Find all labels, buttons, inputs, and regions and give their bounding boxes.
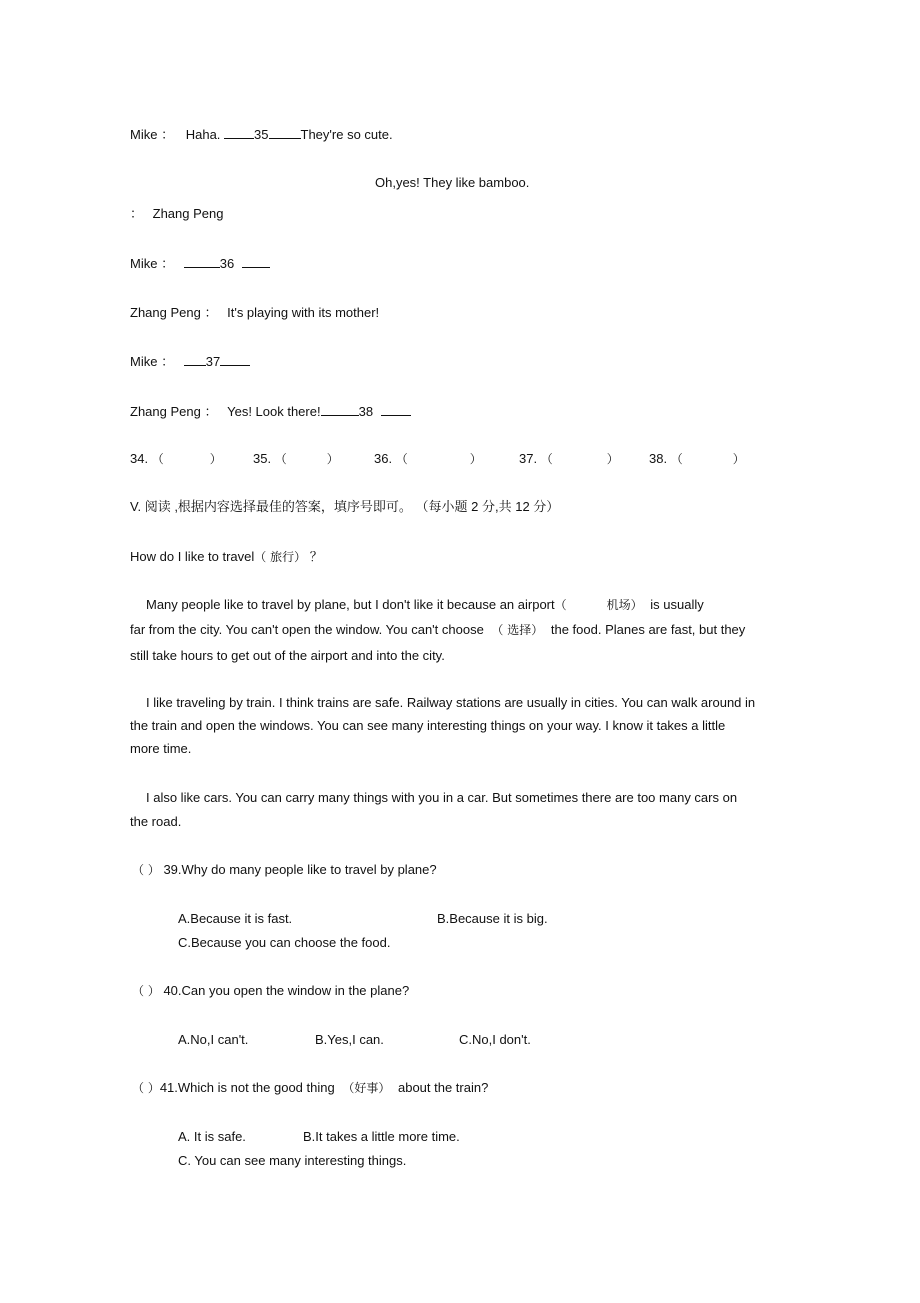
open-paren: （ (151, 452, 164, 466)
open-paren: （ (540, 452, 553, 466)
question-text: 40.Can you open the window in the plane? (163, 983, 410, 998)
option-39-a: A.Because it is fast. (178, 911, 293, 926)
answer-slot-36[interactable] (374, 451, 482, 467)
speaker-zhang-peng: Zhang Peng (130, 305, 201, 320)
title-question-mark: ？ (309, 549, 323, 564)
paragraph-2-line-2: the train and open the windows. You can see many interesting things on your way. I know it takes a little (130, 718, 726, 733)
answer-slot-37[interactable] (519, 451, 619, 467)
answer-blank (184, 255, 220, 268)
option-39-c: C.Because you can choose the food. (178, 935, 391, 950)
close-paren: ） (326, 452, 339, 466)
title-chinese: （ 旅行） (254, 550, 307, 564)
paragraph-3-line-2: the road. (130, 814, 182, 829)
answer-slot-35[interactable] (253, 451, 339, 467)
paragraph-3-line-1: I also like cars. You can carry many things with you in a car. But sometimes there are too many cars on (146, 790, 738, 805)
paragraph-text: is usually (650, 597, 704, 612)
dialogue-line-35 (130, 126, 393, 143)
paragraph-1-line-2 (130, 622, 745, 638)
dialogue-line-speaker (130, 206, 223, 222)
answer-blank (220, 353, 250, 366)
gloss-chinese: 机场） (606, 598, 643, 612)
question-39 (132, 862, 437, 878)
speaker-mike: Mike (130, 127, 158, 142)
colon: ： (204, 305, 218, 320)
open-paren: （ (395, 452, 408, 466)
answer-paren[interactable]: （ ） (132, 863, 160, 877)
speaker-zhang-peng: Zhang Peng (152, 206, 224, 221)
answer-number: 37. (519, 451, 538, 466)
speaker-mike: Mike (130, 256, 158, 271)
paragraph-1-line-3: still take hours to get out of the airport and into the city. (130, 648, 445, 663)
paragraph-text: far from the city. You can't open the window. You can't choose (130, 622, 484, 637)
speaker-zhang-peng: Zhang Peng (130, 404, 201, 419)
paragraph-1-line-1 (146, 597, 704, 613)
colon: ： (161, 354, 175, 369)
option-40-c: C.No,I don't. (459, 1032, 531, 1047)
close-paren: ） (469, 452, 482, 466)
answer-paren[interactable]: （ ） (132, 1081, 160, 1095)
paragraph-text: the food. Planes are fast, but they (550, 622, 746, 637)
dialogue-text: It's playing with its mother! (227, 305, 380, 320)
paragraph-2-line-3: more time. (130, 741, 192, 756)
paragraph-2-line-1: I like traveling by train. I think trains are safe. Railway stations are usually in cities. You can walk around in (146, 695, 756, 710)
option-41-a: A. It is safe. (178, 1129, 246, 1144)
blank-number: 36 (219, 256, 235, 271)
open-paren: （ (274, 452, 287, 466)
colon: ： (130, 206, 144, 221)
title-text: How do I like to travel (130, 549, 255, 564)
dialogue-reply-text: Oh,yes! They like bamboo. (375, 175, 530, 190)
answer-blank (269, 126, 301, 139)
open-paren: （ (554, 598, 567, 612)
answer-number: 38. (649, 451, 668, 466)
answer-slot-38[interactable] (649, 451, 745, 467)
question-text: 41.Which is not the good thing (159, 1080, 335, 1095)
gloss-chinese: （ 选择） (491, 623, 544, 637)
close-paren: ） (732, 452, 745, 466)
close-paren: ） (209, 452, 222, 466)
option-40-b: B.Yes,I can. (315, 1032, 384, 1047)
answer-number: 35. (253, 451, 272, 466)
answer-blank (224, 126, 254, 139)
dialogue-text: Haha. (185, 127, 221, 142)
answer-number: 34. (130, 451, 149, 466)
colon: ： (161, 256, 175, 271)
question-text: 39.Why do many people like to travel by plane? (163, 862, 437, 877)
blank-number: 38 (358, 404, 374, 419)
option-39-b: B.Because it is big. (437, 911, 548, 926)
section-heading: V. 阅读 ,根据内容选择最佳的答案，填序号即可。 （每小题 2 分,共 12 分） (130, 499, 560, 514)
answer-paren[interactable]: （ ） (132, 984, 160, 998)
paragraph-text: Many people like to travel by plane, but I don't like it because an airport (146, 597, 555, 612)
answer-blank (321, 403, 359, 416)
dialogue-line-38 (130, 403, 411, 420)
close-paren: ） (606, 452, 619, 466)
answer-blank (242, 255, 270, 268)
question-text: about the train? (397, 1080, 489, 1095)
question-41 (132, 1080, 488, 1096)
answer-number: 36. (374, 451, 393, 466)
dialogue-text: They're so cute. (300, 127, 393, 142)
dialogue-line-37 (130, 353, 250, 370)
answer-blank (184, 353, 206, 366)
option-41-c: C. You can see many interesting things. (178, 1153, 407, 1168)
open-paren: （ (670, 452, 683, 466)
colon: ： (204, 404, 218, 419)
dialogue-line-36 (130, 255, 270, 272)
dialogue-line-playing (130, 305, 379, 321)
dialogue-text: Yes! Look there! (227, 404, 321, 419)
answer-blank (381, 403, 411, 416)
question-40 (132, 983, 409, 999)
answer-slot-34[interactable] (130, 451, 222, 467)
reading-title (130, 549, 323, 565)
colon: ： (161, 127, 175, 142)
gloss-chinese: （好事） (342, 1081, 391, 1095)
blank-number: 35 (254, 127, 269, 142)
speaker-mike: Mike (130, 354, 158, 369)
option-40-a: A.No,I can't. (178, 1032, 249, 1047)
blank-number: 37 (205, 354, 221, 369)
option-41-b: B.It takes a little more time. (303, 1129, 460, 1144)
